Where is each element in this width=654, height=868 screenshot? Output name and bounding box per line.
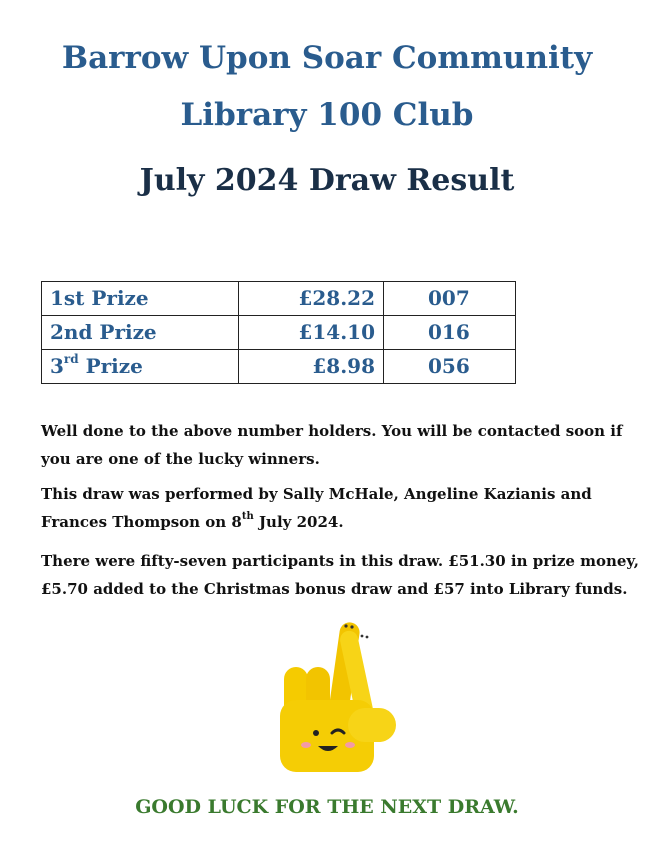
prize-amount: £8.98 <box>239 350 384 384</box>
prize-label: 1st Prize <box>42 282 239 316</box>
prize-table <box>41 281 516 384</box>
winners-note: Well done to the above number holders. You will be contacted soon if you are one of the lucky winners. <box>41 422 623 468</box>
participants-note: There were fifty-seven participants in this draw. £51.30 in prize money, £5.70 added to the Christmas bonus draw and £57 into Library funds. <box>41 552 639 598</box>
draw-performed-note: This draw was performed by Sally McHale, Angeline Kazianis and Frances Thompson on 8th July 2024. <box>41 485 592 531</box>
table-row <box>42 350 516 384</box>
crossed-fingers-hand-icon <box>270 612 400 782</box>
prize-amount: £28.22 <box>239 282 384 316</box>
winning-number: 007 <box>384 282 516 316</box>
table-row <box>42 316 516 350</box>
prize-label: 2nd Prize <box>42 316 239 350</box>
draw-result-heading: July 2024 Draw Result <box>139 163 515 198</box>
winning-number: 056 <box>384 350 516 384</box>
prize-label: 3rd Prize <box>42 350 239 384</box>
prize-amount: £14.10 <box>239 316 384 350</box>
title-line-1: Barrow Upon Soar Community <box>61 40 593 76</box>
title-line-2: Library 100 Club <box>180 97 474 133</box>
winning-number: 016 <box>384 316 516 350</box>
table-row <box>42 282 516 316</box>
good-luck-footer: GOOD LUCK FOR THE NEXT DRAW. <box>135 796 519 818</box>
